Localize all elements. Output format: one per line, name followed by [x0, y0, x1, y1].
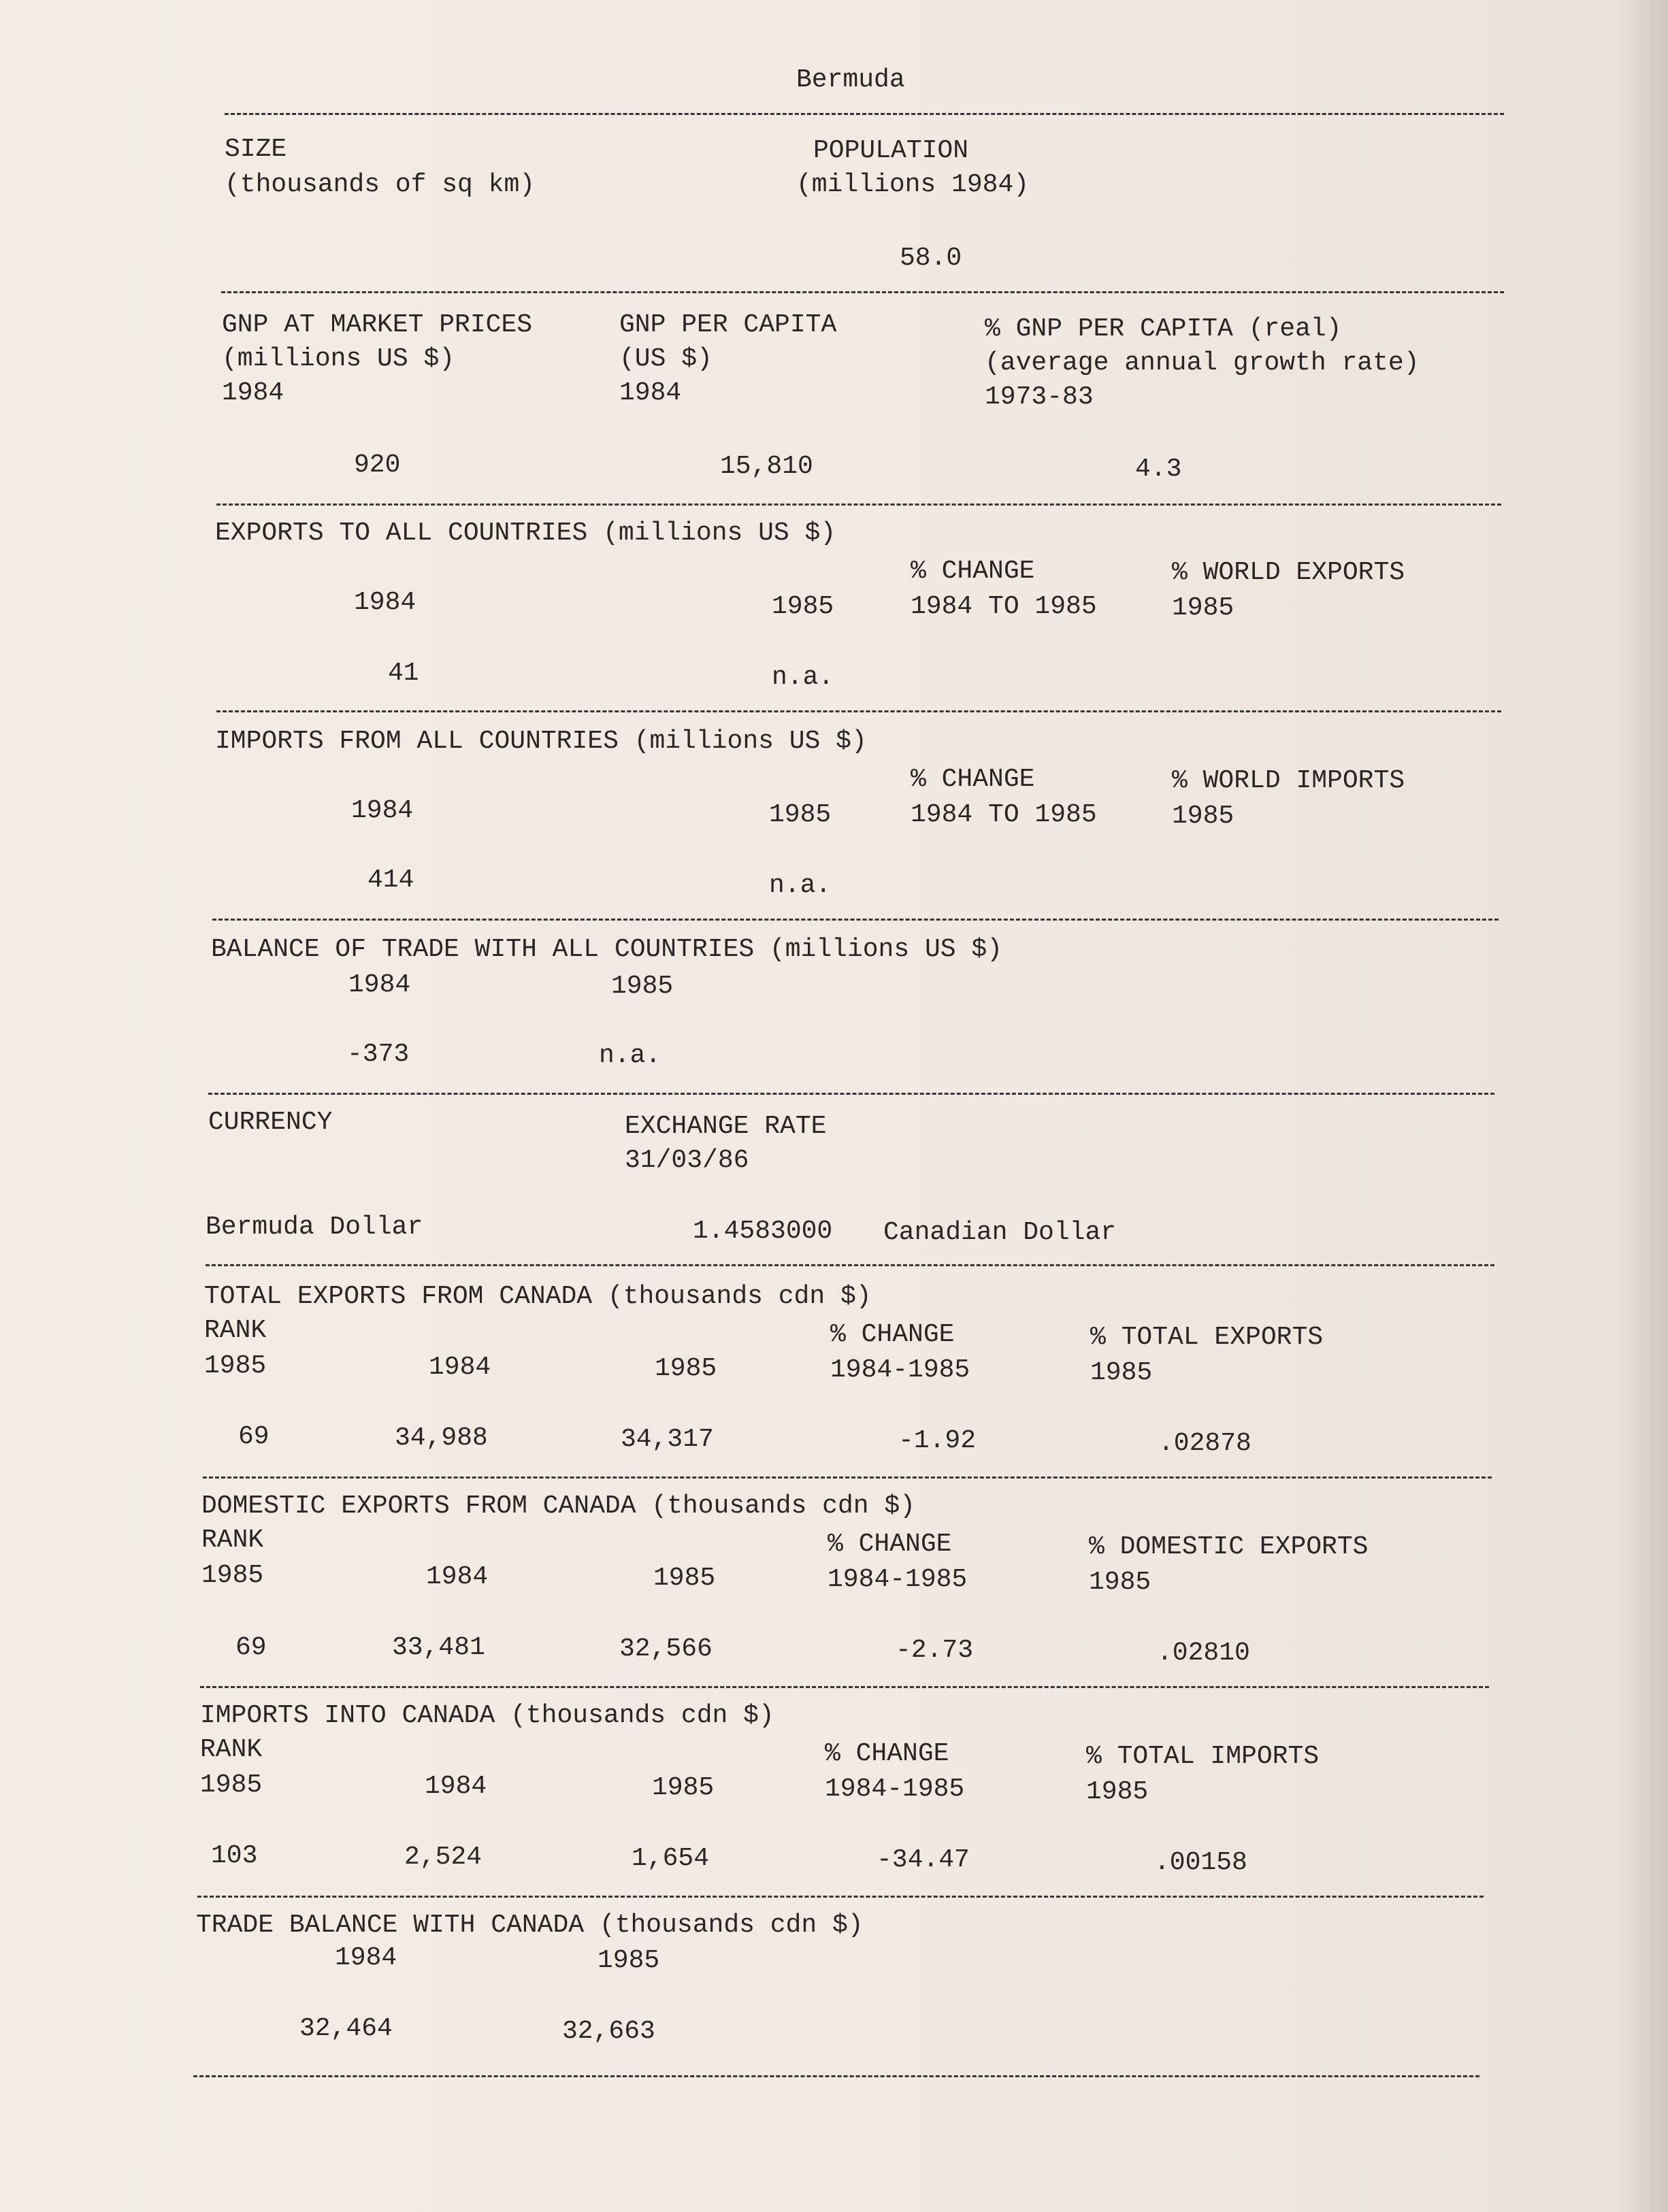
exports-all-world-header: % WORLD EXPORTS [1172, 558, 1405, 587]
imports-canada-title: IMPORTS INTO CANADA (thousands cdn $) [200, 1701, 774, 1730]
gnp-growth-unit: (average annual growth rate) [985, 348, 1420, 378]
imports-all-1984-value: 414 [367, 865, 414, 895]
exchange-rate-unit: Canadian Dollar [883, 1218, 1117, 1247]
gnp-market-value: 920 [354, 450, 401, 480]
imports-all-1984-header: 1984 [351, 796, 414, 825]
total-exports-1985-header: 1985 [655, 1354, 717, 1383]
imports-all-title: IMPORTS FROM ALL COUNTRIES (millions US $) [215, 727, 867, 756]
exchange-rate-date: 31/03/86 [625, 1146, 749, 1175]
gnp-per-capita-label: GNP PER CAPITA [619, 310, 837, 340]
exports-all-world-year: 1985 [1172, 593, 1234, 623]
population-unit: (millions 1984) [796, 170, 1030, 199]
exports-all-1984-header: 1984 [354, 588, 416, 617]
total-exports-share-year: 1985 [1090, 1358, 1153, 1387]
trade-balance-1984-header: 1984 [335, 1943, 397, 1972]
balance-all-title: BALANCE OF TRADE WITH ALL COUNTRIES (millions US $) [211, 935, 1002, 964]
gnp-market-label: GNP AT MARKET PRICES [222, 310, 533, 340]
total-exports-1984-header: 1984 [429, 1353, 491, 1382]
size-unit: (thousands of sq km) [225, 170, 536, 199]
imports-canada-share: .00158 [1154, 1848, 1247, 1877]
domestic-exports-share: .02810 [1157, 1638, 1250, 1668]
total-exports-1985-value: 34,317 [621, 1425, 714, 1454]
trade-balance-1985-value: 32,663 [562, 2017, 655, 2046]
currency-name: Bermuda Dollar [206, 1212, 423, 1242]
domestic-exports-change-years: 1984-1985 [828, 1565, 968, 1594]
imports-canada-share-year: 1985 [1086, 1777, 1149, 1806]
section-divider [203, 1476, 1492, 1479]
imports-canada-rank-year: 1985 [200, 1770, 263, 1800]
section-divider [197, 1896, 1484, 1898]
imports-all-1985-header: 1985 [769, 800, 832, 829]
gnp-growth-value: 4.3 [1135, 455, 1182, 484]
total-exports-title: TOTAL EXPORTS FROM CANADA (thousands cdn $) [204, 1282, 872, 1311]
section-divider [193, 2075, 1479, 2077]
balance-all-1984-header: 1984 [348, 970, 411, 1000]
gnp-growth-years: 1973-83 [985, 382, 1094, 412]
imports-all-change-years: 1984 TO 1985 [911, 800, 1097, 829]
total-exports-rank-year: 1985 [204, 1351, 267, 1381]
domestic-exports-title: DOMESTIC EXPORTS FROM CANADA (thousands cdn $) [201, 1491, 915, 1521]
section-divider [200, 1686, 1489, 1688]
exports-all-title: EXPORTS TO ALL COUNTRIES (millions US $) [215, 518, 836, 548]
trade-balance-1984-value: 32,464 [299, 2014, 393, 2043]
total-exports-change-years: 1984-1985 [830, 1355, 970, 1385]
exports-all-1985-value: n.a. [772, 663, 834, 692]
gnp-per-capita-value: 15,810 [720, 452, 813, 481]
gnp-growth-label: % GNP PER CAPITA (real) [985, 314, 1342, 344]
total-exports-rank: 69 [238, 1422, 269, 1451]
imports-canada-rank-label: RANK [200, 1735, 263, 1764]
total-exports-change: -1.92 [898, 1426, 977, 1455]
total-exports-share-header: % TOTAL EXPORTS [1090, 1323, 1324, 1352]
exchange-rate-value: 1.4583000 [693, 1217, 833, 1246]
balance-all-1984-value: -373 [347, 1040, 410, 1069]
section-divider [212, 919, 1499, 921]
imports-canada-share-header: % TOTAL IMPORTS [1086, 1742, 1320, 1771]
total-exports-share: .02878 [1158, 1429, 1252, 1458]
exports-all-change-years: 1984 TO 1985 [911, 592, 1097, 621]
gnp-market-year: 1984 [222, 378, 284, 408]
exchange-rate-label: EXCHANGE RATE [625, 1112, 827, 1141]
imports-canada-1984-header: 1984 [425, 1772, 487, 1801]
imports-all-change-header: % CHANGE [911, 765, 1035, 794]
population-label: POPULATION [813, 136, 969, 165]
imports-all-1985-value: n.a. [769, 871, 832, 900]
domestic-exports-rank: 69 [235, 1633, 267, 1662]
imports-all-world-year: 1985 [1172, 802, 1234, 831]
imports-canada-change-years: 1984-1985 [825, 1774, 965, 1804]
domestic-exports-rank-label: RANK [201, 1525, 264, 1555]
gnp-per-capita-unit: (US $) [619, 344, 713, 374]
section-divider [206, 1264, 1494, 1266]
trade-balance-title: TRADE BALANCE WITH CANADA (thousands cdn $) [196, 1911, 864, 1940]
domestic-exports-share-header: % DOMESTIC EXPORTS [1089, 1532, 1369, 1562]
trade-balance-1985-header: 1985 [598, 1946, 660, 1975]
domestic-exports-1985-value: 32,566 [619, 1634, 713, 1664]
imports-all-world-header: % WORLD IMPORTS [1172, 766, 1405, 795]
domestic-exports-change-header: % CHANGE [828, 1530, 952, 1559]
size-label: SIZE [225, 135, 287, 164]
imports-canada-change: -34.47 [877, 1845, 970, 1875]
imports-canada-1985-header: 1985 [652, 1773, 715, 1802]
balance-all-1985-value: n.a. [599, 1041, 661, 1070]
balance-all-1985-header: 1985 [611, 972, 674, 1001]
domestic-exports-change: -2.73 [896, 1636, 974, 1665]
imports-canada-1984-value: 2,524 [404, 1843, 483, 1872]
page-title: Bermuda [796, 65, 905, 95]
imports-canada-1985-value: 1,654 [632, 1844, 710, 1873]
section-divider [216, 710, 1501, 712]
gnp-per-capita-year: 1984 [619, 378, 682, 408]
imports-canada-change-header: % CHANGE [825, 1739, 949, 1768]
domestic-exports-rank-year: 1985 [201, 1561, 264, 1590]
imports-canada-rank: 103 [211, 1841, 258, 1870]
domestic-exports-share-year: 1985 [1089, 1568, 1151, 1597]
section-divider [208, 1093, 1494, 1095]
total-exports-1984-value: 34,988 [395, 1423, 488, 1453]
domestic-exports-1984-value: 33,481 [392, 1633, 485, 1662]
total-exports-rank-label: RANK [204, 1316, 267, 1345]
exports-all-1984-value: 41 [388, 659, 419, 688]
domestic-exports-1985-header: 1985 [653, 1564, 716, 1593]
section-divider [221, 291, 1504, 293]
section-divider [225, 113, 1504, 115]
currency-label: CURRENCY [208, 1108, 333, 1137]
gnp-market-unit: (millions US $) [222, 344, 455, 374]
section-divider [216, 504, 1501, 506]
exports-all-1985-header: 1985 [772, 592, 834, 621]
total-exports-change-header: % CHANGE [830, 1320, 955, 1349]
exports-all-change-header: % CHANGE [911, 557, 1035, 586]
population-value: 58.0 [900, 244, 962, 273]
domestic-exports-1984-header: 1984 [426, 1562, 489, 1591]
